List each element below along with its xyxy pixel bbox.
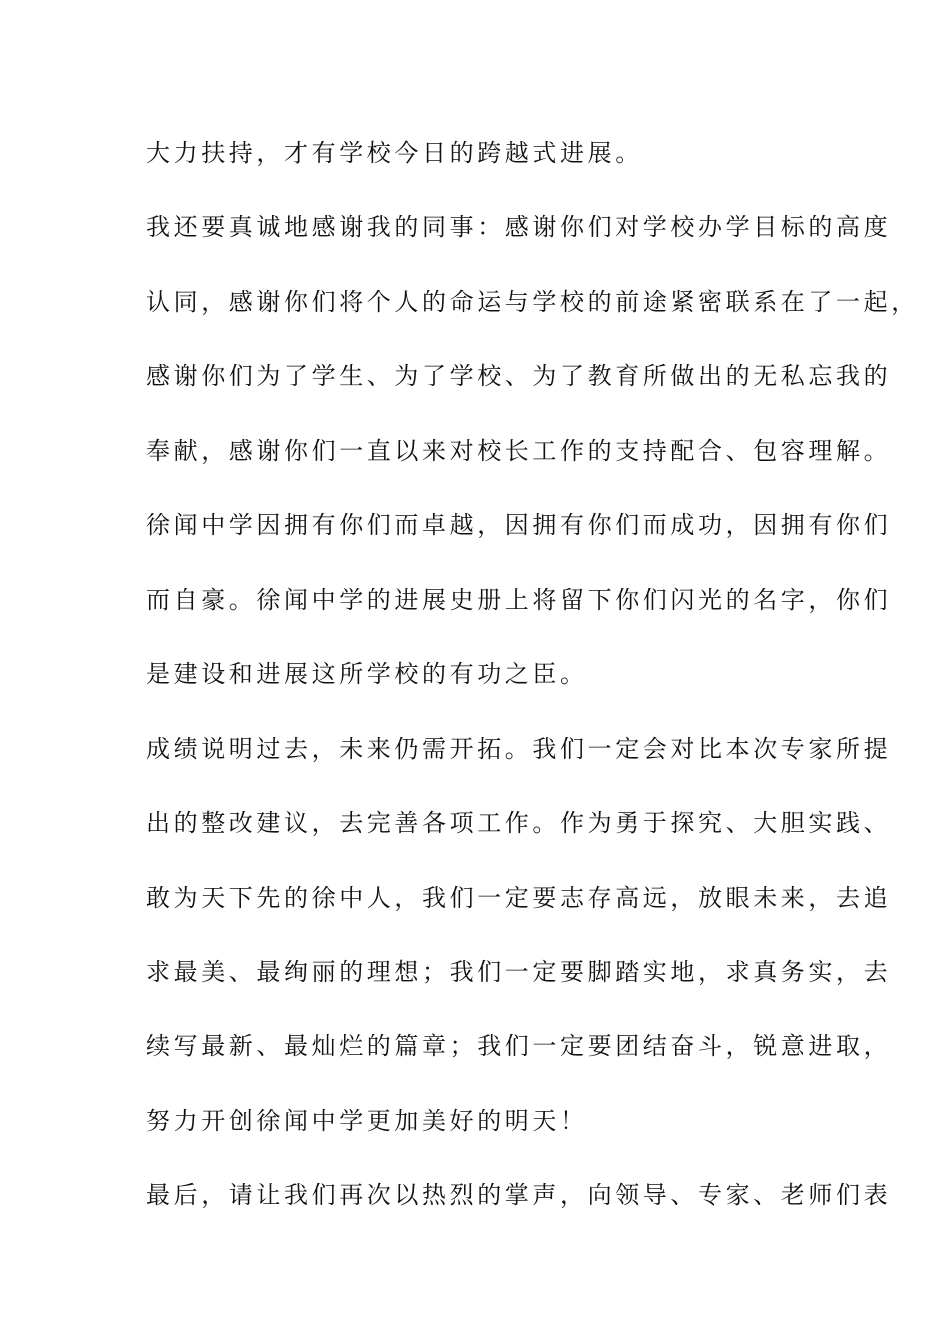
text-line-6: 徐闻中学因拥有你们而卓越，因拥有你们而成功，因拥有你们 bbox=[146, 511, 892, 539]
text-line-2: 我还要真诚地感谢我的同事：感谢你们对学校办学目标的高度 bbox=[146, 213, 892, 241]
text-line-4: 感谢你们为了学生、为了学校、为了教育所做出的无私忘我的 bbox=[146, 362, 892, 390]
text-line-12: 求最美、最绚丽的理想；我们一定要脚踏实地，求真务实，去 bbox=[146, 958, 892, 986]
text-line-8: 是建设和进展这所学校的有功之臣。 bbox=[146, 660, 588, 688]
text-line-13: 续写最新、最灿烂的篇章；我们一定要团结奋斗，锐意进取， bbox=[146, 1032, 892, 1060]
text-line-5: 奉献，感谢你们一直以来对校长工作的支持配合、包容理解。 bbox=[146, 437, 892, 465]
text-line-3: 认同，感谢你们将个人的命运与学校的前途紧密联系在了一起， bbox=[146, 288, 919, 316]
text-line-11: 敢为天下先的徐中人，我们一定要志存高远，放眼未来，去追 bbox=[146, 884, 892, 912]
text-line-7: 而自豪。徐闻中学的进展史册上将留下你们闪光的名字，你们 bbox=[146, 586, 892, 614]
text-line-1: 大力扶持，才有学校今日的跨越式进展。 bbox=[146, 139, 643, 167]
text-line-9: 成绩说明过去，未来仍需开拓。我们一定会对比本次专家所提 bbox=[146, 735, 892, 763]
text-line-10: 出的整改建议，去完善各项工作。作为勇于探究、大胆实践、 bbox=[146, 809, 892, 837]
text-line-15: 最后，请让我们再次以热烈的掌声，向领导、专家、老师们表 bbox=[146, 1181, 892, 1209]
text-line-14: 努力开创徐闻中学更加美好的明天！ bbox=[146, 1107, 588, 1135]
